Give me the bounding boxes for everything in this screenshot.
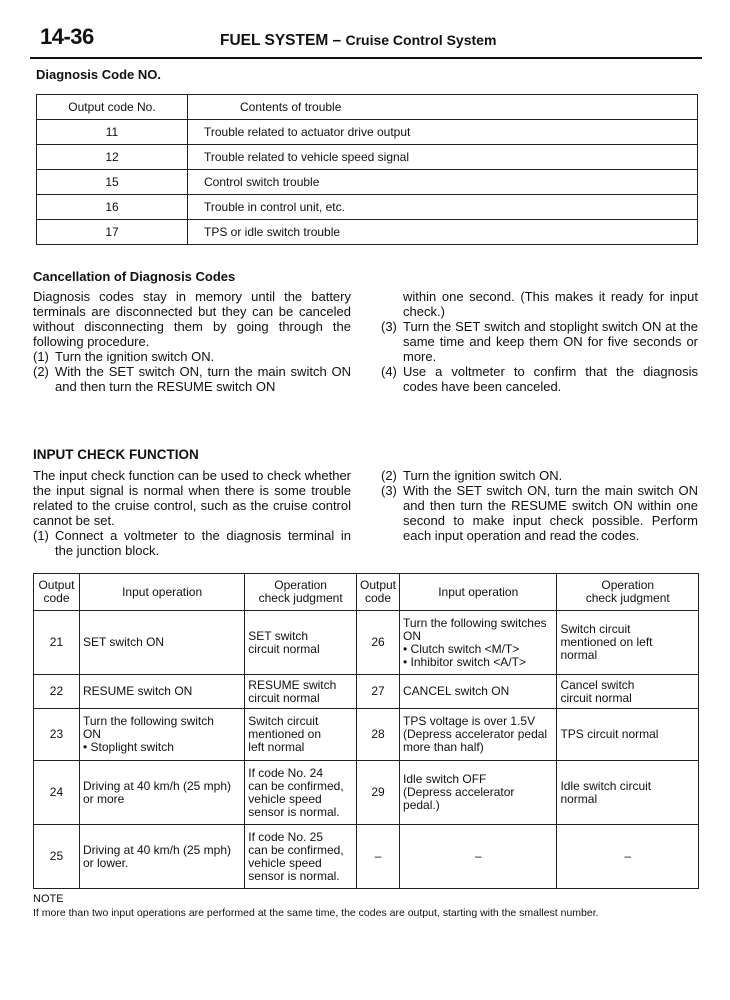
step-number: (1)	[33, 349, 49, 364]
judgment-cell: Cancel switch circuit normal	[557, 675, 699, 709]
judgment-cell: SET switch circuit normal	[245, 611, 357, 675]
column-header-code: Output code No.	[37, 95, 188, 120]
input-operation-cell: Idle switch OFF (Depress accelerator pedal.)	[400, 761, 557, 825]
output-code-cell: 22	[34, 675, 80, 709]
trouble-cell: TPS or idle switch trouble	[188, 220, 698, 245]
table-row	[37, 145, 698, 170]
input-operation-cell: Driving at 40 km/h (25 mph) or more	[79, 761, 244, 825]
table-row	[34, 825, 699, 889]
trouble-cell: Control switch trouble	[188, 170, 698, 195]
output-code-cell: 29	[356, 761, 399, 825]
step-text: within one second. (This makes it ready for input check.)	[403, 289, 698, 319]
step-number: (2)	[381, 468, 397, 483]
code-cell: 16	[37, 195, 188, 220]
column-header-input-operation: Input operation	[400, 574, 557, 611]
code-cell: 15	[37, 170, 188, 195]
step-number: (2)	[33, 364, 49, 379]
judgment-cell: Switch circuit mentioned on left normal	[557, 611, 699, 675]
step-number: (3)	[381, 319, 397, 334]
input-operation-cell: SET switch ON	[79, 611, 244, 675]
judgment-cell: –	[557, 825, 699, 889]
judgment-cell: If code No. 25 can be confirmed, vehicle speed sensor is normal.	[245, 825, 357, 889]
table-row	[37, 220, 698, 245]
procedure-step	[33, 349, 351, 364]
cancellation-left-column	[33, 289, 351, 394]
output-code-cell: 24	[34, 761, 80, 825]
procedure-step	[381, 319, 698, 364]
input-check-left-column	[33, 468, 351, 558]
cancellation-intro: Diagnosis codes stay in memory until the battery terminals are disconnected but they can be canceled without disconnecting them by going through the following procedure.	[33, 289, 351, 349]
input-operation-cell: CANCEL switch ON	[400, 675, 557, 709]
step-number: (4)	[381, 364, 397, 379]
step-text: With the SET switch ON, turn the main switch ON and then turn the RESUME switch ON	[55, 364, 351, 394]
input-check-intro: The input check function can be used to check whether the input signal is normal when there is some trouble related to the cruise control, such as the cruise control cannot be set.	[33, 468, 351, 528]
input-operation-cell: –	[400, 825, 557, 889]
code-cell: 17	[37, 220, 188, 245]
output-code-cell: 21	[34, 611, 80, 675]
step-text: With the SET switch ON, turn the main switch ON and then turn the RESUME switch ON within one second to make input check possible. Perform each input operation and read the codes.	[403, 483, 698, 543]
output-code-cell: 28	[356, 709, 399, 761]
input-check-table	[33, 573, 699, 889]
input-check-heading: INPUT CHECK FUNCTION	[33, 447, 199, 462]
cancellation-heading: Cancellation of Diagnosis Codes	[33, 269, 236, 284]
judgment-cell: If code No. 24 can be confirmed, vehicle speed sensor is normal.	[245, 761, 357, 825]
column-header-judgment: Operation check judgment	[557, 574, 699, 611]
table-row	[34, 675, 699, 709]
procedure-step	[33, 364, 351, 394]
output-code-cell: 23	[34, 709, 80, 761]
output-code-cell: 25	[34, 825, 80, 889]
step-number: (1)	[33, 528, 49, 543]
procedure-step	[381, 483, 698, 543]
table-row	[34, 709, 699, 761]
judgment-cell: Switch circuit mentioned on left normal	[245, 709, 357, 761]
table-header-row	[37, 95, 698, 120]
judgment-cell: TPS circuit normal	[557, 709, 699, 761]
note-text: If more than two input operations are performed at the same time, the codes are output, starting with the smallest number.	[33, 907, 599, 919]
procedure-step	[33, 528, 351, 558]
table-row	[37, 195, 698, 220]
code-cell: 11	[37, 120, 188, 145]
input-operation-cell: TPS voltage is over 1.5V (Depress accelerator pedal more than half)	[400, 709, 557, 761]
page-title	[220, 32, 496, 50]
step-text: Turn the ignition switch ON.	[55, 349, 215, 364]
diagnosis-heading: Diagnosis Code NO.	[36, 67, 161, 82]
input-check-right-column	[381, 468, 698, 543]
input-operation-cell: Turn the following switches ON • Clutch switch <M/T> • Inhibitor switch <A/T>	[400, 611, 557, 675]
judgment-cell: RESUME switch circuit normal	[245, 675, 357, 709]
procedure-step-continuation	[381, 289, 698, 319]
column-header-trouble: Contents of trouble	[188, 95, 698, 120]
step-text: Turn the SET switch and stoplight switch ON at the same time and keep them ON for five seconds or more.	[403, 319, 698, 364]
code-cell: 12	[37, 145, 188, 170]
judgment-cell: Idle switch circuit normal	[557, 761, 699, 825]
note-label: NOTE	[33, 893, 64, 905]
trouble-cell: Trouble in control unit, etc.	[188, 195, 698, 220]
table-row	[37, 170, 698, 195]
step-number: (3)	[381, 483, 397, 498]
column-header-judgment: Operation check judgment	[245, 574, 357, 611]
output-code-cell: 26	[356, 611, 399, 675]
output-code-cell: –	[356, 825, 399, 889]
input-operation-cell: Turn the following switch ON • Stoplight switch	[79, 709, 244, 761]
input-operation-cell: Driving at 40 km/h (25 mph) or lower.	[79, 825, 244, 889]
step-text: Connect a voltmeter to the diagnosis terminal in the junction block.	[55, 528, 351, 558]
header-rule	[30, 57, 702, 59]
step-text: Turn the ignition switch ON.	[403, 468, 563, 483]
table-row	[37, 120, 698, 145]
title-separator: –	[328, 32, 346, 49]
table-row	[34, 611, 699, 675]
output-code-cell: 27	[356, 675, 399, 709]
column-header-output-code: Output code	[356, 574, 399, 611]
procedure-step	[381, 468, 698, 483]
trouble-cell: Trouble related to actuator drive output	[188, 120, 698, 145]
input-operation-cell: RESUME switch ON	[79, 675, 244, 709]
page-number: 14-36	[40, 24, 94, 49]
subsection-title: Cruise Control System	[345, 32, 497, 48]
section-title: FUEL SYSTEM	[220, 32, 329, 49]
column-header-output-code: Output code	[34, 574, 80, 611]
table-row	[34, 761, 699, 825]
step-text: Use a voltmeter to confirm that the diagnosis codes have been canceled.	[403, 364, 698, 394]
table-header-row	[34, 574, 699, 611]
trouble-cell: Trouble related to vehicle speed signal	[188, 145, 698, 170]
procedure-step	[381, 364, 698, 394]
cancellation-right-column	[381, 289, 698, 394]
diagnosis-code-table	[36, 94, 698, 245]
column-header-input-operation: Input operation	[79, 574, 244, 611]
